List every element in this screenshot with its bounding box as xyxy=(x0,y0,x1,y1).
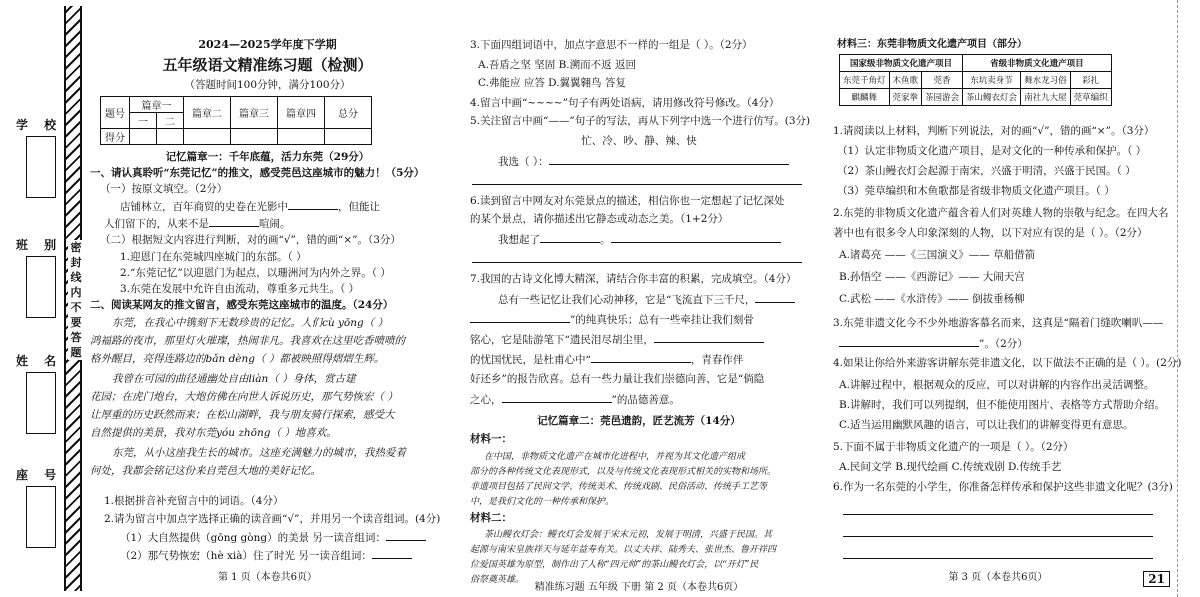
material-1-label: 材料一： xyxy=(470,433,512,445)
heritage-cell: 木鱼歌 xyxy=(889,72,922,89)
q7-text-6: 之心， xyxy=(470,394,502,406)
q5-choice-label: 我选（ ）： xyxy=(498,156,549,168)
q7-text-7: ”的品德善意。 xyxy=(611,394,680,406)
page-2-footer: 精准练习题 五年级 下册 第 2 页（本卷共6页） xyxy=(534,582,744,593)
p3-q2-line-1: 2.东莞的非物质文化遗产蕴含着人们对英雄人物的崇敬与纪念。在四大名 xyxy=(833,207,1169,219)
p3-q2-line-2: 著中也有很多令人印象深刻的人物，以下对应有误的是（ ）。（2分） xyxy=(833,227,1148,239)
q7-line-5: 好还乡”的报告欣喜。总有一些力量让我们崇德向善，它是“倘隐 xyxy=(470,373,765,385)
q-one: 一、请认真聆听“东莞记忆”的推文，感受莞邑这座城市的魅力！（5分） xyxy=(90,167,425,179)
blank[interactable] xyxy=(372,548,412,559)
sheet-number: 21 xyxy=(1143,571,1170,587)
heritage-table xyxy=(839,54,1112,106)
heritage-cell: 莞草编织 xyxy=(1070,89,1111,106)
blank[interactable] xyxy=(591,352,691,363)
p3-q2-a: A.诸葛亮 ——《三国演义》—— 草船借箭 xyxy=(839,249,1036,261)
label-class: 班 别 xyxy=(16,238,63,252)
p3-q5-options: A.民间文学 B.现代绘画 C.传统戏剧 D.传统手艺 xyxy=(839,461,1062,473)
p3-q2-c: C.武松 ——《水浒传》—— 倒拔垂杨柳 xyxy=(839,293,1025,305)
material-1-line: 部分的各种传统文化表现形式，以及与传统文化表现形式相关的实物和场所。 xyxy=(470,467,777,477)
right-fold-line xyxy=(1177,0,1188,597)
q-two: 二、阅读某网友的推文留言，感受东莞这座城市的温度。（24分） xyxy=(90,299,394,311)
p3-q1: 1.请阅读以上材料，判断下列说法，对的画“√”，错的画“×”。（3分） xyxy=(833,125,1155,137)
heritage-head-national: 国家级非物质文化遗产项目 xyxy=(840,55,963,72)
p3-q5: 5.下面不属于非物质文化遗产的一项是（ ）。（2分） xyxy=(833,441,1074,453)
exam-title: 五年级语文精准练习题（检测） xyxy=(162,56,373,74)
p3-q2-b: B.孙悟空 ——《西游记》—— 大闹天宫 xyxy=(839,271,1025,283)
q7-line-1 xyxy=(498,292,816,307)
passage-line-3: 格外醒目，亮得连路边的bǎn dèng（ ）都被映照得熠熠生辉。 xyxy=(90,353,385,365)
p3-q4-b: B.讲解时，我们可以列提纲，但不能使用图片、表格等方式帮助介绍。 xyxy=(839,399,1166,411)
score-sub-1: 一 xyxy=(130,113,157,129)
q6-line xyxy=(462,252,816,267)
q5: 5.关注留言中画“——”句子的写法，再从下列字中选一个进行仿写。(3分) xyxy=(470,115,811,127)
blank[interactable] xyxy=(502,392,612,403)
q5-chars: 忙、冷、吵、静、辣、快 xyxy=(581,135,697,147)
passage-line-2: 鸿福路的夜市，那里灯火璀璨，热闹非凡。我喜欢在这里吃香喷喷的 xyxy=(90,335,405,347)
p3-q3-line-1: 3.东莞非遗文化今不少外地游客慕名而来，这真是“隔着门缝吹喇叭—— xyxy=(833,317,1164,329)
score-head-total: 总分 xyxy=(325,97,372,129)
q7-text-5: ，青春作伴 xyxy=(690,354,744,366)
heritage-cell: 茶山鳗衣灯会 xyxy=(963,89,1021,106)
seal-char: 线 xyxy=(70,271,82,284)
name-box[interactable] xyxy=(26,372,56,434)
q6-line-2: 的某个景点，请你描述出它静态或动态之美。（1+2分） xyxy=(470,213,729,225)
p3-q6: 6.作为一名东莞的小学生，你准备怎样传承和保护这些非遗文化呢？(3分) xyxy=(833,481,1173,493)
label-school: 学 校 xyxy=(16,118,63,132)
q7-text-3: 铭心，它是陆游笔下“遗民泪尽胡尘里， xyxy=(470,334,654,346)
p3-q1-2: （2）茶山鳗衣灯会起源于南宋，兴盛于明清，兴盛于民国。（ ） xyxy=(837,165,1136,177)
q7-line-4 xyxy=(470,352,816,367)
heritage-cell: 东坑卖身节 xyxy=(963,72,1021,89)
seal-char: 内 xyxy=(70,286,82,299)
q7-text-4: 的忧国忧民，是杜甫心中“ xyxy=(470,354,591,366)
page-3-footer: 第 3 页（本卷共6页） xyxy=(948,572,1048,583)
q5-choice xyxy=(498,154,816,169)
fill-line-2: 人们留下的，从来不是 喧闹。 xyxy=(104,218,291,230)
score-head-ch3: 篇章三 xyxy=(231,97,278,129)
q7: 7.我国的古诗文化博大精深，请结合你丰富的积累，完成填空。（4分） xyxy=(470,273,797,285)
exam-year: 2024—2025学年度下学期 xyxy=(198,38,337,51)
score-cell[interactable] xyxy=(157,129,184,145)
seal-char: 题 xyxy=(70,346,82,359)
q6-answer: 我想起了 。 xyxy=(498,232,816,247)
blank[interactable] xyxy=(843,504,1153,515)
judge-1: 1.迎恩门在东莞城四座城门的东部。（ ） xyxy=(120,251,307,263)
q-one-sub1: （一）按原文填空。（2分） xyxy=(100,183,228,195)
p3-q4-a: A.讲解过程中，根据观众的反应，可以对讲解的内容作出灵活调整。 xyxy=(839,379,1155,391)
score-cell[interactable] xyxy=(130,129,157,145)
binding-strip xyxy=(0,0,88,597)
material-2-line: 茶山鳗衣灯会：鳗衣灯会发展于宋末元初，发展于明清，兴盛于民国。其 xyxy=(484,530,773,540)
fill-line-1: 店铺林立，百年商贸的史卷在光影中 ，但能让 xyxy=(120,201,380,213)
fill-text-2: 人们留下的，从来不是 xyxy=(104,218,209,230)
score-row-label: 得分 xyxy=(101,129,130,145)
q7-line-6 xyxy=(470,392,816,407)
heritage-cell: 彩扎 xyxy=(1070,72,1111,89)
material-2-line: 起源与南宋皇族祥天与延年益寿有关。以丈夫祥、陆秀夫、张世杰、鲁开祥四 xyxy=(470,545,777,555)
blank[interactable] xyxy=(288,199,338,210)
q3-options-ab: A.吾盾之坚 坚固 B.溯而不返 返回 xyxy=(478,59,636,71)
blank[interactable] xyxy=(611,232,781,243)
passage-line-5: 花园；在虎门炮台，大炮仿佛在向世人诉说历史，那气势恢宏（ ） xyxy=(90,391,398,403)
heritage-cell: 莞香 xyxy=(922,72,963,89)
p3-q3-tail: ”。（2分） xyxy=(979,338,1028,350)
reading-2: （2）那气势恢宏（hè xià）住了时光 另一读音组词： xyxy=(120,550,372,562)
blank[interactable] xyxy=(755,292,795,303)
score-cell[interactable] xyxy=(325,129,372,145)
heritage-cell: 舞水龙习俗 xyxy=(1021,72,1071,89)
fill-text-1: 店铺林立，百年商贸的史卷在光影中 xyxy=(120,201,288,213)
material-3-label: 材料三：东莞非物质文化遗产项目（部分） xyxy=(837,39,1027,50)
q-two-2: 2.请为留言中加点字选择正确的读音画“√”，并用另一个读音组词。(4分) xyxy=(104,513,441,525)
seal-char: 封 xyxy=(70,256,82,269)
seal-char: 要 xyxy=(70,316,82,329)
score-head-num: 题号 xyxy=(101,97,130,129)
material-2-line: 俗祭奠英雄。 xyxy=(470,575,525,585)
blank[interactable] xyxy=(386,530,426,541)
score-head-ch1: 篇章一 xyxy=(130,97,184,113)
material-2-label: 材料二： xyxy=(470,512,512,524)
seal-char: 答 xyxy=(70,331,82,344)
heritage-head-provincial: 省级非物质文化遗产项目 xyxy=(963,55,1112,72)
exam-time-note: （答题时间100分钟，满分100分） xyxy=(184,79,351,91)
label-name: 姓 名 xyxy=(16,354,63,368)
q7-text-2: ”的纯真快乐；总有一些牵挂让我们刻骨 xyxy=(570,314,754,326)
page-3 xyxy=(833,0,1182,597)
blank[interactable] xyxy=(549,154,789,165)
heritage-cell: 东莞千角灯 xyxy=(840,72,890,89)
q-two-1: 1.根据拼音补充留言中的词语。（4分） xyxy=(104,495,284,507)
blank[interactable] xyxy=(470,312,570,323)
score-cell[interactable] xyxy=(278,129,325,145)
q4: 4.留言中画“~~~~”句子有两处语病，请用修改符号修改。（4分） xyxy=(470,97,780,109)
page-1-footer: 第 1 页（本卷共6页） xyxy=(217,572,318,583)
judge-2: 2.“东莞记忆”以迎恩门为起点，以珊洲河为内外之界。（ ） xyxy=(120,267,391,279)
blank[interactable] xyxy=(843,548,1153,559)
score-sub-2: 二 xyxy=(157,113,184,129)
class-box[interactable] xyxy=(26,256,56,318)
score-cell[interactable] xyxy=(184,129,231,145)
score-cell[interactable] xyxy=(231,129,278,145)
score-head-ch2: 篇章二 xyxy=(184,97,231,129)
heritage-cell: 南社九大屋 xyxy=(1021,89,1071,106)
p3-q1-1: （1）认定非物质文化遗产项目，是对文化的一种传承和保护。（ ） xyxy=(837,145,1147,157)
heritage-cell: 茶园游会 xyxy=(922,89,963,106)
seat-box[interactable] xyxy=(26,486,56,548)
q3: 3.下面四组词语中，加点字意思不一样的一组是（ ）。（2分） xyxy=(470,39,753,51)
passage-line-4: 我曾在可园的曲径通幽处自由liàn（ ）身体，赏古建 xyxy=(112,373,356,385)
p3-q1-3: （3）莞草编织和木鱼歌都是省级非物质文化遗产项目。（ ） xyxy=(837,185,1115,197)
seal-line-text xyxy=(68,240,84,360)
material-1-line: 中，是我们文化的一种传承和保护。 xyxy=(470,497,615,507)
blank[interactable] xyxy=(209,216,259,227)
section-2-title: 记忆篇章二：莞邑遗韵，匠艺流芳（14分） xyxy=(537,415,741,427)
reading-1: （1）大自然提供（gōng gòng）的美景 另一读音组词： xyxy=(120,532,386,544)
section-1-title: 记忆篇章一：千年底蕴，活力东莞（29分） xyxy=(165,151,370,163)
q-two-2-1 xyxy=(120,530,445,545)
heritage-cell: 麒麟舞 xyxy=(840,89,890,106)
p3-q6-line xyxy=(833,526,1163,541)
seal-char: 不 xyxy=(70,301,82,314)
q5-line xyxy=(462,174,816,189)
blank[interactable] xyxy=(472,252,802,263)
q6-answer-label: 我想起了 xyxy=(498,234,540,246)
blank[interactable] xyxy=(839,336,979,347)
q-two-2-2 xyxy=(120,548,445,563)
score-head-ch4: 篇章四 xyxy=(278,97,325,129)
page-2 xyxy=(462,0,816,597)
material-1-line: 在中国，非物质文化遗产在城市化进程中，并视为其文化遗产组成 xyxy=(484,452,746,462)
passage-line-8: 东莞，从小这座我生长的城市。这座充满魅力的城市，我热爱着 xyxy=(112,447,406,459)
p3-q6-line xyxy=(833,504,1163,519)
blank[interactable] xyxy=(540,232,600,243)
heritage-cell: 莞家拳 xyxy=(889,89,922,106)
school-box[interactable] xyxy=(26,136,56,198)
q-one-sub2: （二）根据短文内容进行判断，对的画“√”，错的画“×”。（3分） xyxy=(100,234,401,246)
q6-line-1: 6.读到留言中网友对东莞景点的描述，相信你也一定想起了记忆深处 xyxy=(470,195,785,207)
q7-text-1: 总有一些记忆让我们心动神移，它是“飞流直下三千尺， xyxy=(498,294,756,306)
material-2-line: 位爱国英雄为原型，制作出了人称“四元帅”的茶山鳗衣灯会，以“开灯”民 xyxy=(470,560,759,570)
passage-line-6: 让厚重的历史跃然而来；在松山湖畔，我与朋友骑行探索，感受大 xyxy=(90,409,395,421)
blank[interactable] xyxy=(654,332,764,343)
material-1-line: 非遗项目包括了民间文学、传统美术、传统戏剧、民俗活动、传统手工艺等 xyxy=(470,482,768,492)
q3-options-cd: C.弗能应 应答 D.翼翼翱鸟 答复 xyxy=(478,77,626,89)
passage-line-7: 自然提供的美景，我对东莞yóu zhōng（ ）地喜欢。 xyxy=(90,427,337,439)
blank[interactable] xyxy=(472,174,802,185)
q7-line-2 xyxy=(470,312,816,327)
p3-q3-line-2 xyxy=(839,336,1163,351)
p3-q4: 4.如果让你给外来游客讲解东莞非遗文化，以下做法不正确的是（ ）。(2分) xyxy=(833,357,1182,369)
blank[interactable] xyxy=(843,526,1153,537)
p3-q6-line xyxy=(833,548,1163,563)
passage-line-9: 何处，我都会铭记这份来自莞邑大地的美好记忆。 xyxy=(90,465,321,477)
passage-line-1: 东莞，在我心中镌刻下无数珍贵的记忆。人们cù yōng（ ） xyxy=(112,317,389,329)
judge-3: 3.东莞在发展中允许自由流动，尊重多元共生。（ ） xyxy=(120,283,360,295)
q7-line-3 xyxy=(470,332,816,347)
p3-q4-c: C.适当运用幽默风趣的语言，可以让我们的讲解变得更有意思。 xyxy=(839,419,1134,431)
seal-char: 密 xyxy=(70,241,82,254)
score-table xyxy=(100,96,372,145)
page-1 xyxy=(90,0,445,597)
label-seat: 座 号 xyxy=(16,468,63,482)
